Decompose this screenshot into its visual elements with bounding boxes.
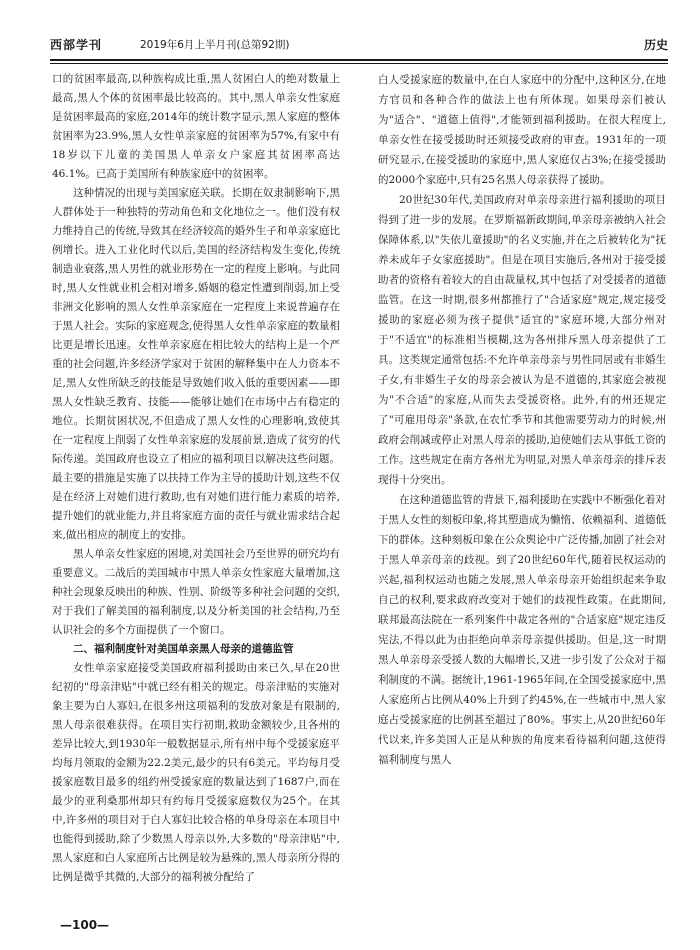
section-heading: 二、福利制度针对美国单亲黑人母亲的道德监管 bbox=[73, 643, 294, 655]
section-label: 历史 bbox=[643, 38, 668, 52]
left-column bbox=[52, 70, 340, 887]
issue-info: 2019年6月上半月刊(总第92期) bbox=[140, 39, 290, 51]
paragraph: 这种情况的出现与美国家庭关联。长期在奴隶制影响下,黑人群体处于一种独特的劳动角色和文化地位之一。他们没有权力维持自己的传统,导致其在经济较高的婚外生子和单亲家庭比例增长。进入工业化时代以后,美国的经济结构发生变化,传统制造业衰落,黑人男性的就业形势在一定的程度上影响。与此同时,黑人女性就业机会相对增多,婚姻的稳定性遭到削弱,加上受非洲文化影响的黑人女性单亲家庭在一定程度上来说普遍存在于黑人社会。实际的家庭观念,使得黑人女性单亲家庭的数量相比更是增长迅速。女性单亲家庭在相比较大的结构上是一个严重的社会问题,许多经济学家对于贫困的解释集中在人力资本不足,黑人女性所缺乏的技能是导致她们收入低的重要因素——即黑人女性缺乏教育、技能——能够让她们在市场中占有稳定的地位。长期贫困状况,不但造成了黑人女性的心理影响,致使其在一定程度上削弱了女性单亲家庭的发展前景,造成了贫穷的代际传递。美国政府也设立了相应的福利项目以解决这些问题。最主要的措施是实施了以扶持工作为主导的援助计划,这些不仅是在经济上对她们进行救助,也有对她们进行能力素质的培养,提升她们的就业能力,并且将家庭方面的责任与就业需求结合起来,做出相应的制度上的安排。 bbox=[52, 187, 340, 541]
paragraph: 黑人单亲女性家庭的困境,对美国社会乃至世界的研究均有重要意义。二战后的美国城市中黑人单亲女性家庭大量增加,这种社会现象反映出的种族、性别、阶级等多种社会问题的交织,对于我们了解美国的福利制度,以及分析美国的社会结构,乃至认识社会的多个方面提供了一个窗口。 bbox=[52, 548, 340, 636]
header-rule-thin bbox=[50, 63, 668, 64]
header-rule-thick bbox=[50, 59, 668, 61]
paragraph: 女性单亲家庭接受美国政府福利援助由来已久,早在20世纪初的"母亲津贴"中就已经有相关的规定。母亲津贴的实施对象主要为白人寡妇,在很多州这项福利的发放对象是有限制的,黑人母亲很难获得。在项目实行初期,救助金额较少,且各州的差异比较大,到1930年一般数据显示,所有州中每个受援家庭平均每月领取的金额为22.2美元,最少的只有6美元。平均每月受援家庭数目最多的纽约州受援家庭的数量达到了1687户,而在最少的亚利桑那州却只有约每月受援家庭数仅为25个。在其中,许多州的项目对于白人寡妇比较合格的单身母亲在本项目中也能得到援助,除了少数黑人母亲以外,大多数的"母亲津贴"中,黑人家庭和白人家庭所占比例是较为悬殊的,黑人母亲所分得的比例是微乎其微的,大部分的福利被分配给了 bbox=[52, 662, 340, 883]
paragraph: 口的贫困率最高,以种族构成比重,黑人贫困白人的绝对数量上最高,黑人个体的贫困率最比较高的。其中,黑人单亲女性家庭是贫困率最高的家庭,2014年的统计数字显示,黑人家庭的整体贫困率为23.9%,黑人女性单亲家庭的贫困率为57%,有家中有18岁以下儿童的美国黑人单亲女户家庭其贫困率高达46.1%。已高于美国所有种族家庭中的贫困率。 bbox=[52, 73, 340, 180]
right-column bbox=[378, 70, 666, 770]
paragraph: 20世纪30年代,美国政府对单亲母亲进行福利援助的项目得到了进一步的发展。在罗斯福新政期间,单亲母亲被纳入社会保障体系,以"失依儿童援助"的名义实施,并在之后被转化为"抚养未成年子女家庭援助"。但是在项目实施后,各州对于接受援助者的资格有着较大的自由裁量权,其中包括了对受援者的道德监管。在这一时期,很多州都推行了"合适家庭"规定,规定接受援助的家庭必须为孩子提供"适宜的"家庭环境,大部分州对于"不适宜"的标准相当模糊,这为各州排斥黑人母亲提供了工具。这类规定通常包括:不允许单亲母亲与男性同居或有非婚生子女,有非婚生子女的母亲会被认为是不道德的,其家庭会被视为"不合适"的家庭,从而失去受援资格。此外,有的州还规定了"可雇用母亲"条款,在农忙季节和其他需要劳动力的时候,州政府会削减或停止对黑人母亲的援助,迫使她们去从事低工资的工作。这些规定在南方各州尤为明显,对黑人单亲母亲的排斥表现得十分突出。 bbox=[378, 194, 666, 486]
page-number: —100— bbox=[60, 918, 110, 932]
paragraph: 在这种道德监管的背景下,福利援助在实践中不断强化着对于黑人女性的刻板印象,将其塑造成为懒惰、依赖福利、道德低下的群体。这种刻板印象在公众舆论中广泛传播,加剧了社会对于黑人单亲母亲的歧视。到了20世纪60年代,随着民权运动的兴起,福利权运动也随之发展,黑人单亲母亲开始组织起来争取自己的权利,要求政府改变对于她们的歧视性政策。在此期间,联邦最高法院在一系列案件中裁定各州的"合适家庭"规定违反宪法,不得以此为由拒绝向单亲母亲提供援助。但是,这一时期黑人单亲母亲受援人数的大幅增长,又进一步引发了公众对于福利制度的不满。据统计,1961-1965年间,在全国受援家庭中,黑人家庭所占比例从40%上升到了约45%,在一些城市中,黑人家庭占受援家庭的比例甚至超过了80%。事实上,从20世纪60年代以来,许多美国人正是从种族的角度来看待福利问题,这使得福利制度与黑人 bbox=[378, 494, 666, 766]
journal-name: 西部学刊 bbox=[50, 38, 103, 52]
paragraph: 白人受援家庭的数量中,在白人家庭中的分配中,这种区分,在地方官员和各种合作的做法上也有所体现。如果母亲们被认为"适合"、"道德上值得",才能领到福利援助。在很大程度上,单亲女性在接受援助时还须接受政府的审查。1931年的一项研究显示,在接受援助的家庭中,黑人家庭仅占3%;在接受援助的2000个家庭中,只有25名黑人母亲获得了援助。 bbox=[378, 74, 666, 186]
page-header bbox=[50, 32, 668, 58]
